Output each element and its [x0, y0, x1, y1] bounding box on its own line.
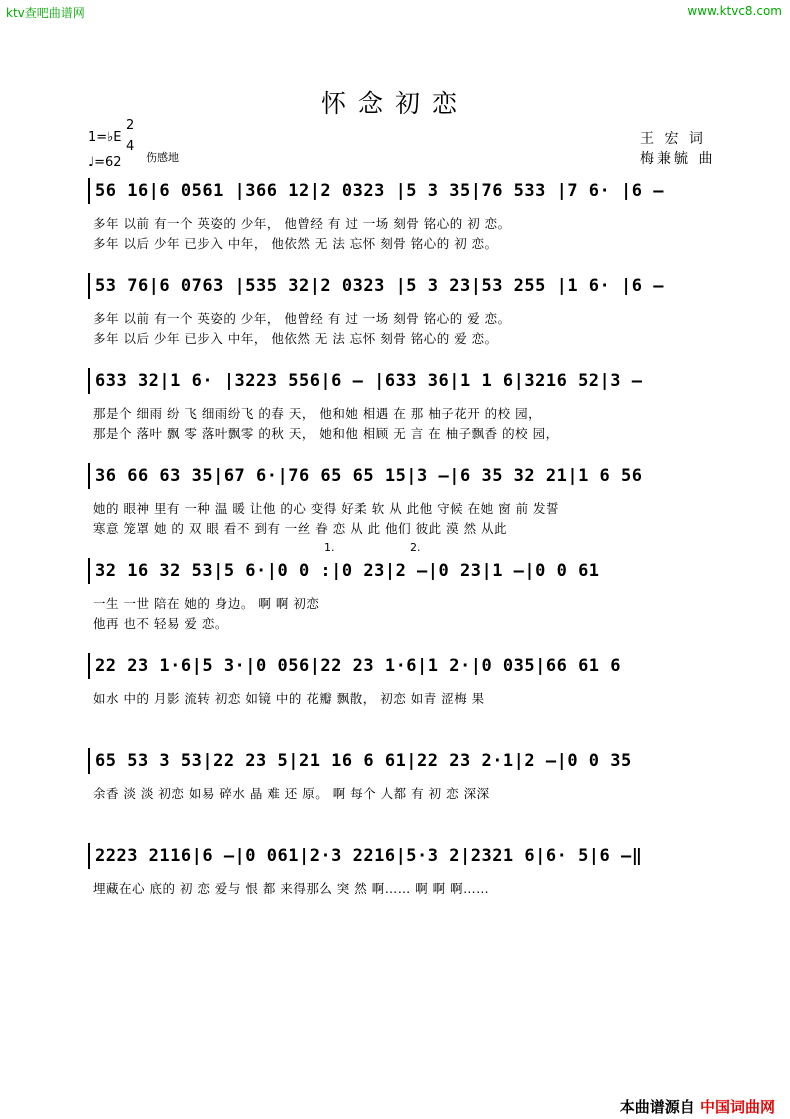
- lyrics-3b: 那是个 落叶 飘 零 落叶飘零 的秋 天， 她和他 相顾 无 言 在 柚子飘香 的校 园，: [93, 426, 559, 441]
- notes-6: 22 23 1·6|5 3·|0 056|22 23 1·6|1 2·|0 035|66 61 6: [95, 656, 622, 676]
- lyrics-1a: 多年 以前 有一个 英姿的 少年， 他曾经 有 过 一场 刻骨 铭心的 初 恋。: [93, 216, 511, 231]
- expression-mark: 伤感地: [146, 151, 179, 164]
- lyrics-6a: 如水 中的 月影 流转 初恋 如镜 中的 花瓣 飘散， 初恋 如青 涩梅 果: [93, 691, 485, 706]
- notes-3: 633 32|1 6· |3223 556|6 — |633 36|1 1 6|3216 52|3 —: [95, 371, 643, 391]
- watermark-right: www.ktvc8.com: [687, 4, 782, 18]
- barline: [88, 653, 90, 679]
- lyrics-5b: 他再 也不 轻易 爱 恋。: [93, 616, 228, 631]
- watermark-left: ktv查吧曲谱网: [6, 6, 85, 20]
- barline: [88, 178, 90, 204]
- lyrics-7a: 余香 淡 淡 初恋 如易 碎水 晶 难 还 原。 啊 每个 人都 有 初 恋 深深: [93, 786, 490, 801]
- barline: [88, 843, 90, 869]
- tempo-mark: ♩=62: [88, 155, 122, 170]
- lyrics-2b: 多年 以后 少年 已步入 中年， 他依然 无 法 忘怀 刻骨 铭心的 爱 恋。: [93, 331, 498, 346]
- lyrics-1b: 多年 以后 少年 已步入 中年， 他依然 无 法 忘怀 刻骨 铭心的 初 恋。: [93, 236, 498, 251]
- notes-7: 65 53 3 53|22 23 5|21 16 6 61|22 23 2·1|2 —|0 0 35: [95, 751, 632, 771]
- lyricist-credit: 王 宏 词: [640, 131, 706, 147]
- lyrics-5a: 一生 一世 陪在 她的 身边。 啊 啊 初恋: [93, 596, 320, 611]
- key-signature: 1=♭E: [88, 130, 122, 145]
- notes-4: 36 66 63 35|67 6·|76 65 65 15|3 —|6 35 32 21|1 6 56: [95, 466, 643, 486]
- notes-8: 2223 2116|6 —|0 061|2·3 2216|5·3 2|2321 6|6· 5|6 —‖: [95, 846, 643, 866]
- footer-site-link[interactable]: 中国词曲网: [699, 1098, 775, 1116]
- barline: [88, 558, 90, 584]
- barline: [88, 368, 90, 394]
- volta-2: 2.: [410, 541, 421, 554]
- barline: [88, 463, 90, 489]
- barline: [88, 748, 90, 774]
- volta-1: 1.: [324, 541, 335, 554]
- lyrics-2a: 多年 以前 有一个 英姿的 少年， 他曾经 有 过 一场 刻骨 铭心的 爱 恋。: [93, 311, 511, 326]
- footer-source: [620, 1096, 775, 1117]
- lyrics-4a: 她的 眼神 里有 一种 温 暖 让他 的心 变得 好柔 软 从 此他 守候 在她 窗 前 发誓: [93, 501, 560, 516]
- lyrics-4b: 寒意 笼罩 她 的 双 眼 看不 到有 一丝 眷 恋 从 此 他们 彼此 漠 然 从此: [93, 521, 508, 536]
- lyrics-3a: 那是个 细雨 纷 飞 细雨纷飞 的春 天， 他和她 相遇 在 那 柚子花开 的校 园，: [93, 406, 542, 421]
- composer-credit: 梅兼毓 曲: [640, 151, 716, 167]
- lyrics-8a: 埋藏在心 底的 初 恋 爱与 恨 都 来得那么 突 然 啊…… 啊 啊 啊……: [93, 881, 490, 896]
- time-signature-bottom: 4: [126, 139, 135, 154]
- notes-1: 56 16|6 0561 |366 12|2 0323 |5 3 35|76 533 |7 6· |6 —: [95, 181, 664, 201]
- notes-2: 53 76|6 0763 |535 32|2 0323 |5 3 23|53 255 |1 6· |6 —: [95, 276, 664, 296]
- song-title: 怀念初恋: [320, 89, 469, 118]
- barline: [88, 273, 90, 299]
- time-signature-top: 2: [126, 118, 135, 133]
- notes-5: 32 16 32 53|5 6·|0 0 :|0 23|2 —|0 23|1 —|0 0 61: [95, 561, 600, 581]
- footer-source-label: 本曲谱源自: [619, 1098, 695, 1116]
